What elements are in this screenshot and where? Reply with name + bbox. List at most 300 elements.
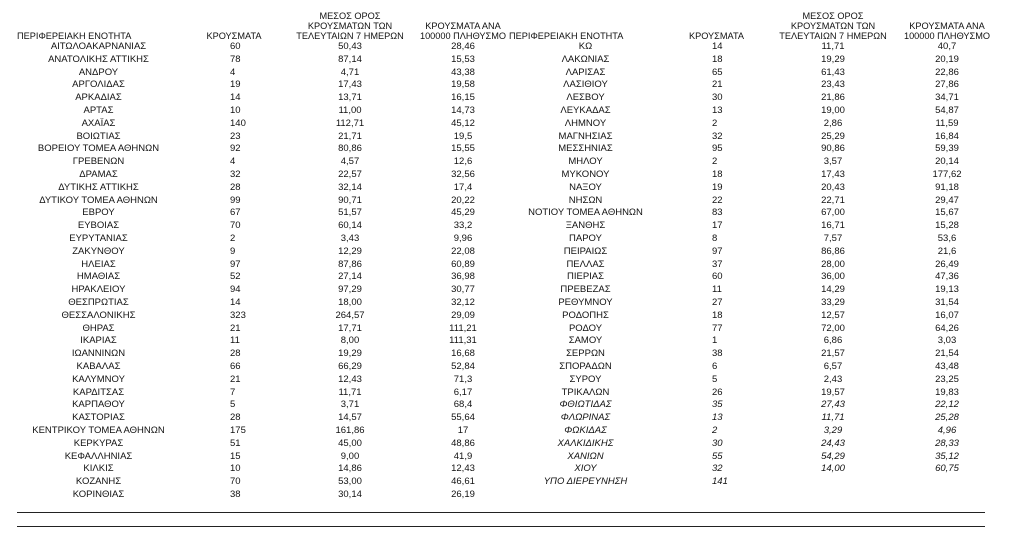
region-cell: ΔΥΤΙΚΟΥ ΤΟΜΕΑ ΑΘΗΝΩΝ (39, 194, 158, 206)
region-cell: ΛΑΚΩΝΙΑΣ (561, 53, 610, 65)
avg7-cell: 54,29 (821, 450, 845, 462)
avg7-cell: 19,57 (821, 386, 845, 398)
region-cell: ΚΑΣΤΟΡΙΑΣ (72, 412, 125, 424)
table-row (509, 451, 999, 464)
avg7-cell: 6,86 (823, 335, 843, 347)
cases-cell: 4 (230, 66, 236, 78)
per100k-cell: 34,71 (935, 92, 959, 104)
region-cell: ΑΙΤΩΛΟΑΚΑΡΝΑΝΙΑΣ (50, 41, 147, 52)
table-row (17, 348, 514, 361)
left-table-block (17, 5, 514, 502)
region-cell: ΠΕΛΛΑΣ (566, 258, 605, 270)
avg7-cell: 21,57 (821, 348, 845, 360)
table-row (509, 361, 999, 374)
left-table-body (17, 41, 514, 502)
region-cell: ΦΩΚΙΔΑΣ (564, 424, 607, 436)
table-row (509, 463, 999, 476)
region-cell: ΚΟΖΑΝΗΣ (75, 476, 122, 488)
per100k-cell: 16,68 (451, 348, 475, 360)
per100k-cell: 12,43 (451, 463, 475, 475)
region-cell: ΛΕΣΒΟΥ (566, 92, 605, 104)
avg7-cell: 2,86 (823, 117, 843, 129)
per100k-cell: 30,77 (451, 284, 475, 296)
table-row (17, 233, 514, 246)
region-cell: ΑΝΑΤΟΛΙΚΗΣ ΑΤΤΙΚΗΣ (48, 53, 149, 65)
avg7-cell: 87,14 (338, 53, 362, 65)
cases-cell: 8 (712, 232, 718, 244)
cases-cell: 175 (230, 424, 246, 436)
table-row (17, 323, 514, 336)
per100k-cell: 21,54 (935, 348, 959, 360)
region-cell: ΘΕΣΠΡΩΤΙΑΣ (68, 296, 129, 308)
header-region: ΠΕΡΙΦΕΡΕΙΑΚΗ ΕΝΟΤΗΤΑ (17, 31, 132, 41)
region-cell: ΚΟΡΙΝΘΙΑΣ (72, 488, 125, 500)
cases-cell: 2 (230, 232, 236, 244)
table-row (17, 361, 514, 374)
region-cell: ΒΟΙΩΤΙΑΣ (76, 130, 121, 142)
table-row (509, 399, 999, 412)
per100k-cell (895, 476, 999, 489)
table-row (509, 476, 999, 489)
region-cell: ΠΡΕΒΕΖΑΣ (560, 284, 611, 296)
avg7-cell: 36,00 (821, 271, 845, 283)
table-row (17, 92, 514, 105)
avg7-cell: 11,71 (821, 41, 845, 52)
cases-cell: 60 (712, 271, 723, 283)
table-row (509, 67, 999, 80)
region-cell: ΛΑΣΙΘΙΟΥ (563, 79, 608, 91)
table-row (509, 284, 999, 297)
region-cell: ΚΑΡΔΙΤΣΑΣ (72, 386, 125, 398)
per100k-cell: 27,86 (935, 79, 959, 91)
per100k-cell: 32,56 (451, 168, 475, 180)
avg7-cell: 18,00 (338, 296, 362, 308)
cases-cell: 11 (230, 335, 240, 347)
cases-cell: 70 (230, 476, 241, 488)
region-cell: ΦΛΩΡΙΝΑΣ (560, 412, 611, 424)
cases-cell: 4 (230, 156, 236, 168)
cases-cell: 19 (230, 79, 241, 91)
avg7-cell: 22,71 (821, 194, 845, 206)
cases-cell: 5 (230, 399, 236, 411)
table-row (17, 259, 514, 272)
cases-cell: 22 (712, 194, 723, 206)
cases-cell: 11 (712, 284, 722, 296)
per100k-cell: 53,6 (937, 232, 957, 244)
right-table-block (509, 5, 999, 489)
region-cell: ΥΠΟ ΔΙΕΡΕΥΝΗΣΗ (543, 476, 628, 488)
region-cell: ΑΧΑΪΑΣ (81, 117, 116, 129)
avg7-cell: 14,00 (821, 463, 845, 475)
avg7-cell: 9,00 (340, 450, 360, 462)
region-cell: ΧΙΟΥ (574, 463, 597, 475)
table-row (509, 156, 999, 169)
region-cell: ΧΑΝΙΩΝ (567, 450, 604, 462)
table-row (17, 438, 514, 451)
table-row (17, 182, 514, 195)
table-row (17, 374, 514, 387)
per100k-cell: 52,84 (451, 360, 475, 372)
region-cell: ΣΠΟΡΑΔΩΝ (559, 360, 612, 372)
avg7-cell: 27,43 (821, 399, 845, 411)
per100k-cell: 9,96 (453, 232, 473, 244)
per100k-cell: 19,5 (453, 130, 473, 142)
avg7-cell: 6,57 (823, 360, 843, 372)
avg7-cell: 87,86 (338, 258, 362, 270)
region-cell: ΝΟΤΙΟΥ ΤΟΜΕΑ ΑΘΗΝΩΝ (528, 207, 643, 219)
table-row (509, 310, 999, 323)
avg7-cell: 50,43 (338, 41, 362, 52)
avg7-cell: 112,71 (335, 117, 365, 129)
left-table (17, 5, 514, 502)
per100k-cell: 15,28 (935, 220, 959, 232)
region-cell: ΑΡΤΑΣ (83, 104, 114, 116)
table-row (509, 438, 999, 451)
table-row (17, 463, 514, 476)
cases-cell: 21 (230, 373, 241, 385)
region-cell: ΚΩ (578, 41, 593, 52)
region-cell: ΕΥΡΥΤΑΝΙΑΣ (69, 232, 128, 244)
per100k-cell: 26,49 (935, 258, 959, 270)
avg7-cell: 19,00 (821, 104, 845, 116)
right-table-body (509, 41, 999, 489)
per100k-cell: 54,87 (935, 104, 959, 116)
avg7-cell: 53,00 (338, 476, 362, 488)
cases-cell: 28 (230, 412, 241, 424)
right-header-row (509, 5, 999, 41)
cases-cell: 2 (712, 424, 718, 436)
cases-cell: 52 (230, 271, 241, 283)
table-row (509, 271, 999, 284)
region-cell: ΣΑΜΟΥ (568, 335, 603, 347)
table-row (17, 67, 514, 80)
per100k-cell: 28,33 (935, 437, 959, 449)
region-cell: ΝΗΣΩΝ (568, 194, 603, 206)
region-cell: ΑΡΚΑΔΙΑΣ (75, 92, 122, 104)
cases-cell: 30 (712, 437, 723, 449)
per100k-cell: 20,14 (935, 156, 959, 168)
region-cell: ΦΘΙΩΤΙΔΑΣ (559, 399, 612, 411)
per100k-cell: 20,22 (451, 194, 475, 206)
per100k-cell: 25,28 (935, 412, 959, 424)
cases-cell: 26 (712, 386, 723, 398)
region-cell: ΡΟΔΟΠΗΣ (562, 309, 609, 321)
avg7-cell: 23,43 (821, 79, 845, 91)
table-row (509, 131, 999, 144)
avg7-cell: 21,71 (338, 130, 362, 142)
cases-cell: 35 (712, 399, 723, 411)
table-row (509, 54, 999, 67)
region-cell: ΝΑΞΟΥ (569, 181, 602, 193)
per100k-cell: 111,31 (449, 335, 477, 347)
per100k-cell: 14,73 (451, 104, 475, 116)
avg7-cell: 33,29 (821, 296, 845, 308)
per100k-cell: 32,12 (451, 296, 475, 308)
header-avg7: ΜΕΣΟΣ ΟΡΟΣ ΚΡΟΥΣΜΑΤΩΝ ΤΩΝ ΤΕΛΕΥΤΑΙΩΝ 7 ΗΜΕΡΩΝ (779, 11, 887, 41)
per100k-cell: 22,12 (935, 399, 959, 411)
avg7-cell: 21,86 (821, 92, 845, 104)
region-cell: ΜΥΚΟΝΟΥ (561, 168, 610, 180)
region-cell: ΜΑΓΝΗΣΙΑΣ (558, 130, 613, 142)
table-row (509, 169, 999, 182)
cases-cell: 77 (712, 322, 723, 334)
cases-cell: 32 (712, 463, 723, 475)
region-cell: ΛΕΥΚΑΔΑΣ (560, 104, 611, 116)
cases-cell: 7 (230, 386, 236, 398)
table-row (509, 105, 999, 118)
per100k-cell: 48,86 (451, 437, 475, 449)
cases-cell: 2 (712, 117, 718, 129)
avg7-cell: 72,00 (821, 322, 845, 334)
table-row (17, 54, 514, 67)
per100k-cell: 17,4 (453, 181, 473, 193)
avg7-cell: 80,86 (338, 143, 362, 155)
per100k-cell: 19,83 (935, 386, 959, 398)
cases-cell: 30 (712, 92, 723, 104)
per100k-cell: 35,12 (935, 450, 959, 462)
table-bottom-line (17, 526, 985, 527)
cases-cell: 13 (712, 104, 723, 116)
cases-cell: 6 (712, 360, 718, 372)
table-row (509, 207, 999, 220)
cases-cell: 28 (230, 348, 241, 360)
avg7-cell: 45,00 (338, 437, 362, 449)
avg7-cell: 2,43 (823, 373, 843, 385)
table-row (509, 92, 999, 105)
region-cell: ΡΕΘΥΜΝΟΥ (558, 296, 613, 308)
per100k-cell: 43,48 (935, 360, 959, 372)
per100k-cell: 71,3 (453, 373, 473, 385)
header-region: ΠΕΡΙΦΕΡΕΙΑΚΗ ΕΝΟΤΗΤΑ (509, 31, 624, 41)
per100k-cell: 45,29 (451, 207, 475, 219)
table-row (509, 233, 999, 246)
avg7-cell: 16,71 (821, 220, 845, 232)
cases-cell: 83 (712, 207, 723, 219)
table-row (17, 412, 514, 425)
table-row (509, 246, 999, 259)
cases-cell: 1 (712, 335, 718, 347)
avg7-cell: 14,57 (338, 412, 362, 424)
per100k-cell: 16,84 (935, 130, 959, 142)
per100k-cell: 19,13 (935, 284, 959, 296)
cases-cell: 17 (712, 220, 723, 232)
per100k-cell: 28,46 (451, 41, 475, 52)
cases-cell: 38 (230, 488, 241, 500)
header-cases: ΚΡΟΥΣΜΑΤΑ (688, 31, 745, 41)
table-row (17, 246, 514, 259)
region-cell: ΚΑΛΥΜΝΟΥ (72, 373, 125, 385)
avg7-cell: 17,43 (338, 79, 362, 91)
table-row (17, 105, 514, 118)
avg7-cell: 86,86 (821, 245, 845, 257)
region-cell: ΚΙΛΚΙΣ (83, 463, 114, 475)
table-row (509, 374, 999, 387)
region-cell: ΘΕΣΣΑΛΟΝΙΚΗΣ (61, 309, 136, 321)
cases-cell: 18 (712, 309, 723, 321)
cases-cell: 67 (230, 207, 241, 219)
avg7-cell: 27,14 (338, 271, 362, 283)
region-cell: ΠΕΙΡΑΙΩΣ (563, 245, 608, 257)
per100k-cell: 47,36 (935, 271, 959, 283)
region-cell: ΚΑΒΑΛΑΣ (76, 360, 121, 372)
region-cell: ΙΩΑΝΝΙΝΩΝ (71, 348, 126, 360)
per100k-cell: 23,25 (935, 373, 959, 385)
avg7-cell: 3,71 (340, 399, 360, 411)
cases-cell: 15 (230, 450, 241, 462)
region-cell: ΧΑΛΚΙΔΙΚΗΣ (557, 437, 614, 449)
table-row (17, 425, 514, 438)
avg7-cell: 90,71 (338, 194, 362, 206)
cases-cell: 99 (230, 194, 241, 206)
per100k-cell: 22,08 (451, 245, 475, 257)
table-row (17, 131, 514, 144)
cases-cell: 28 (230, 181, 241, 193)
region-cell: ΠΙΕΡΙΑΣ (566, 271, 605, 283)
table-row (509, 118, 999, 131)
header-cases: ΚΡΟΥΣΜΑΤΑ (206, 31, 262, 41)
region-cell: ΑΡΓΟΛΙΔΑΣ (72, 79, 125, 91)
cases-cell: 140 (230, 117, 246, 129)
region-cell: ΣΕΡΡΩΝ (566, 348, 605, 360)
cases-cell: 32 (712, 130, 723, 142)
per100k-cell: 29,09 (451, 309, 475, 321)
per100k-cell: 40,7 (937, 41, 957, 52)
table-row (509, 195, 999, 208)
cases-cell: 18 (712, 168, 723, 180)
table-row (17, 220, 514, 233)
header-avg7: ΜΕΣΟΣ ΟΡΟΣ ΚΡΟΥΣΜΑΤΩΝ ΤΩΝ ΤΕΛΕΥΤΑΙΩΝ 7 ΗΜΕΡΩΝ (296, 11, 404, 41)
per100k-cell: 31,54 (935, 296, 959, 308)
region-cell: ΕΥΒΟΙΑΣ (77, 220, 120, 232)
region-cell: ΚΑΡΠΑΘΟΥ (72, 399, 125, 411)
cases-cell: 97 (230, 258, 241, 270)
per100k-cell: 45,12 (451, 117, 475, 129)
table-row (17, 284, 514, 297)
table-row (17, 476, 514, 489)
table-divider-line (17, 512, 985, 513)
cases-cell: 27 (712, 296, 723, 308)
avg7-cell: 30,14 (338, 488, 362, 500)
cases-cell: 60 (230, 41, 241, 52)
table-row (17, 41, 514, 54)
table-row (509, 220, 999, 233)
region-cell: ΞΑΝΘΗΣ (565, 220, 606, 232)
avg7-cell: 67,00 (821, 207, 845, 219)
cases-cell: 323 (230, 309, 246, 321)
per100k-cell: 64,26 (935, 322, 959, 334)
region-cell: ΕΒΡΟΥ (82, 207, 115, 219)
avg7-cell: 13,71 (338, 92, 362, 104)
per100k-cell: 60,89 (451, 258, 475, 270)
table-row (17, 143, 514, 156)
avg7-cell: 17,43 (821, 168, 845, 180)
per100k-cell: 4,96 (937, 424, 957, 436)
avg7-cell: 4,71 (340, 66, 360, 78)
table-row (17, 207, 514, 220)
avg7-cell: 3,29 (823, 424, 843, 436)
avg7-cell: 3,57 (823, 156, 843, 168)
table-row (509, 412, 999, 425)
cases-cell: 51 (230, 437, 241, 449)
region-cell: ΔΥΤΙΚΗΣ ΑΤΤΙΚΗΣ (58, 181, 139, 193)
per100k-cell: 41,9 (453, 450, 473, 462)
cases-cell: 9 (230, 245, 236, 257)
table-row (509, 323, 999, 336)
region-cell: ΖΑΚΥΝΘΟΥ (72, 245, 125, 257)
table-row (17, 387, 514, 400)
per100k-cell: 20,19 (935, 53, 959, 65)
avg7-cell: 19,29 (338, 348, 362, 360)
table-row (17, 489, 514, 502)
table-row (17, 79, 514, 92)
right-table (509, 5, 999, 489)
avg7-cell: 51,57 (338, 207, 362, 219)
per100k-cell: 46,61 (451, 476, 475, 488)
region-cell: ΒΟΡΕΙΟΥ ΤΟΜΕΑ ΑΘΗΝΩΝ (37, 143, 160, 155)
per100k-cell: 16,15 (451, 92, 475, 104)
cases-cell: 95 (712, 143, 723, 155)
table-row (509, 41, 999, 54)
avg7-cell: 11,71 (338, 386, 362, 398)
cases-cell: 14 (230, 296, 241, 308)
cases-cell: 94 (230, 284, 241, 296)
per100k-cell: 43,38 (451, 66, 475, 78)
per100k-cell: 3,03 (937, 335, 957, 347)
region-cell: ΘΗΡΑΣ (82, 322, 115, 334)
table-row (509, 425, 999, 438)
avg7-cell: 4,57 (340, 156, 360, 168)
per100k-cell: 33,2 (453, 220, 473, 232)
avg7-cell: 97,29 (338, 284, 362, 296)
region-cell: ΜΕΣΣΗΝΙΑΣ (558, 143, 613, 155)
cases-cell: 97 (712, 245, 723, 257)
per100k-cell: 36,98 (451, 271, 475, 283)
table-row (509, 348, 999, 361)
per100k-cell: 111,21 (449, 322, 477, 334)
avg7-cell: 19,29 (821, 53, 845, 65)
table-row (509, 182, 999, 195)
cases-cell: 14 (712, 41, 723, 52)
region-cell: ΤΡΙΚΑΛΩΝ (561, 386, 610, 398)
avg7-cell: 17,71 (338, 322, 362, 334)
cases-cell: 10 (230, 463, 241, 475)
cases-cell: 21 (230, 322, 241, 334)
table-row (509, 143, 999, 156)
avg7-cell: 264,57 (335, 309, 365, 321)
table-row (17, 156, 514, 169)
region-cell: ΛΗΜΝΟΥ (564, 117, 607, 129)
left-header-row (17, 5, 514, 41)
avg7-cell: 24,43 (821, 437, 845, 449)
cases-cell: 78 (230, 53, 241, 65)
table-row (17, 297, 514, 310)
per100k-cell: 177,62 (932, 168, 962, 180)
cases-cell: 13 (712, 412, 723, 424)
cases-cell: 92 (230, 143, 241, 155)
avg7-cell: 22,57 (338, 168, 362, 180)
header-per100k: ΚΡΟΥΣΜΑΤΑ ΑΝΑ 100000 ΠΛΗΘΥΣΜΟ (419, 21, 507, 41)
per100k-cell: 15,53 (451, 53, 475, 65)
per100k-cell: 68,4 (453, 399, 473, 411)
cases-cell: 14 (230, 92, 241, 104)
header-per100k: ΚΡΟΥΣΜΑΤΑ ΑΝΑ 100000 ΠΛΗΘΥΣΜΟ (903, 21, 991, 41)
cases-cell: 37 (712, 258, 723, 270)
per100k-cell: 11,59 (935, 117, 959, 129)
avg7-cell: 25,29 (821, 130, 845, 142)
region-cell: ΑΝΔΡΟΥ (78, 66, 119, 78)
avg7-cell: 3,43 (340, 232, 360, 244)
table-row (17, 335, 514, 348)
